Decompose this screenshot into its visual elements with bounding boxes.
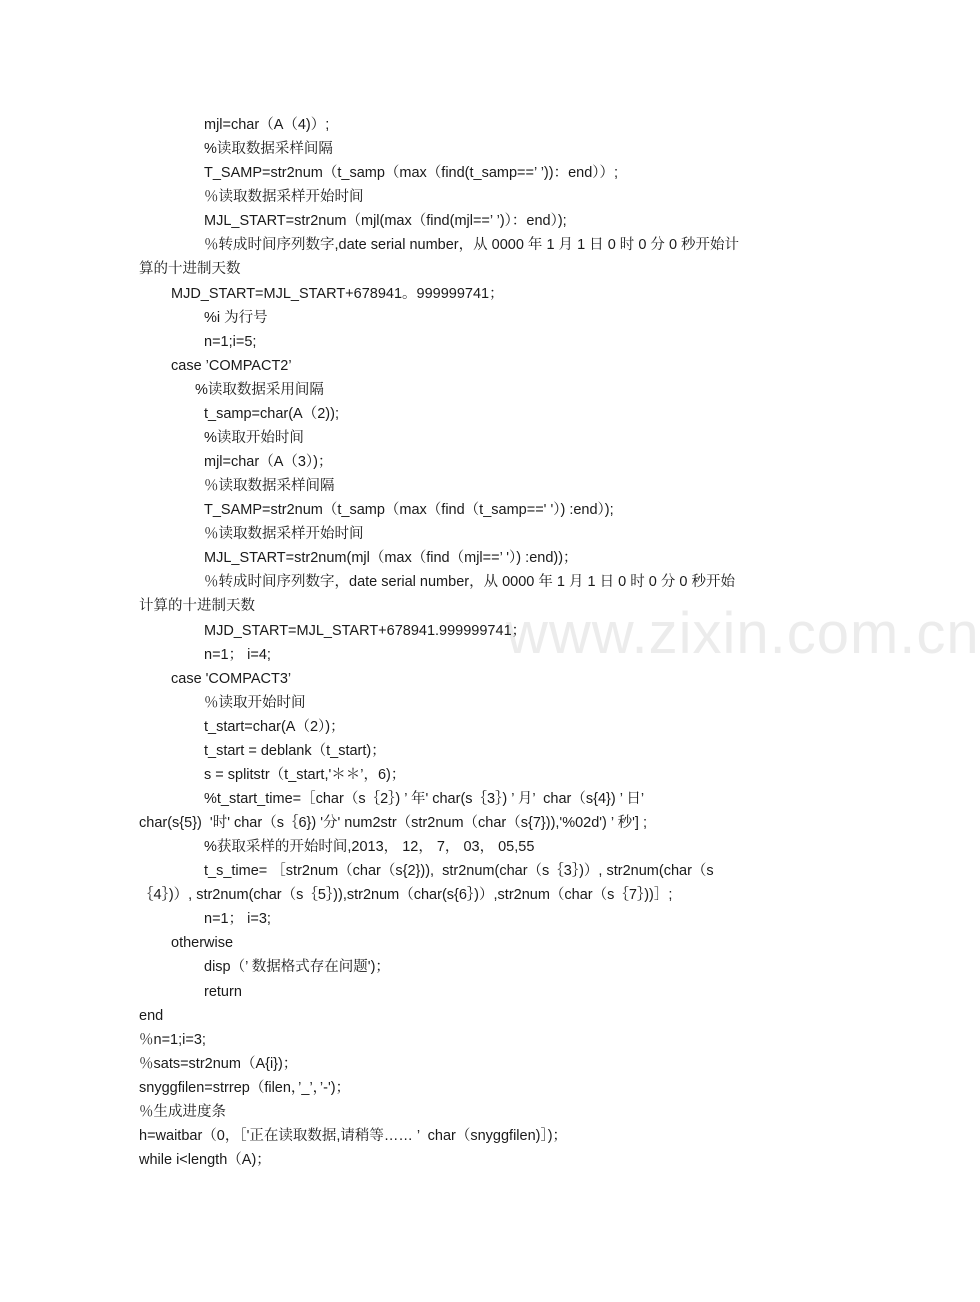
code-line: n=1； i=4; bbox=[204, 647, 271, 663]
code-line: t_start = deblank（t_start)； bbox=[204, 743, 386, 759]
code-line: case ’COMPACT2’ bbox=[171, 358, 292, 374]
code-line: return bbox=[204, 984, 242, 1000]
code-line: ％读取开始时间 bbox=[204, 695, 306, 711]
code-line: t_start=char(A（2）)； bbox=[204, 719, 345, 735]
code-line: %读取开始时间 bbox=[204, 430, 304, 446]
code-line: mjl=char（A（3）)； bbox=[204, 454, 333, 470]
code-line: 算的十进制天数 bbox=[139, 261, 241, 277]
code-line: while i<length（A)； bbox=[139, 1152, 271, 1168]
code-line: char(s{5}) '时' char（s｛6}) '分' num2str（str2num（char（s{7})),'%02d') ’ 秒'] ; bbox=[139, 815, 647, 831]
code-line: end bbox=[139, 1008, 164, 1024]
code-line: ％转成时间序列数字，date serial number，从 0000 年 1 月 1 日 0 时 0 分 0 秒开始 bbox=[204, 574, 736, 590]
code-line: mjl=char（A（4)）; bbox=[204, 117, 330, 133]
code-line: MJL_START=str2num(mjl（max（find（mjl==’ '）) :end))； bbox=[204, 550, 578, 566]
code-line: otherwise bbox=[171, 935, 234, 951]
code-line: ％sats=str2num（A{i})； bbox=[139, 1056, 298, 1072]
code-line: ％生成进度条 bbox=[139, 1104, 226, 1120]
code-line: n=1;i=5; bbox=[204, 334, 257, 350]
code-line: h=waitbar（0，［'正在读取数据,请稍等…… ’ char（snyggfilen)］)； bbox=[139, 1128, 568, 1144]
code-line: s = splitstr（t_start,'＊＊’，6)； bbox=[204, 767, 406, 783]
code-line: %读取数据采样间隔 bbox=[204, 141, 333, 157]
code-line: disp（’ 数据格式存在问题')； bbox=[204, 959, 390, 975]
code-line: t_s_time= ［str2num（char（s{2})), str2num(char（s｛3｝)）, str2num(char（s bbox=[204, 863, 714, 879]
code-line: ％转成时间序列数字,date serial number，从 0000 年 1 月 1 日 0 时 0 分 0 秒开始计 bbox=[204, 237, 740, 253]
code-line: ％n=1;i=3; bbox=[139, 1032, 206, 1048]
code-line: 计算的十进制天数 bbox=[139, 598, 255, 614]
code-line: snyggfilen=strrep（filen，’_’，’-')； bbox=[139, 1080, 351, 1096]
code-line: MJL_START=str2num（mjl(max（find(mjl==’ ’)）：end）); bbox=[204, 213, 567, 229]
code-line: %i 为行号 bbox=[204, 310, 268, 326]
code-line: T_SAMP=str2num（t_samp（max（find(t_samp==’ ’))：end））; bbox=[204, 165, 619, 181]
code-line: %读取数据采用间隔 bbox=[195, 382, 324, 398]
code-line: MJD_START=MJL_START+678941。999999741； bbox=[171, 286, 504, 302]
code-line: case 'COMPACT3’ bbox=[171, 671, 292, 687]
code-line: T_SAMP=str2num（t_samp（max（find（t_samp==' '）) :end）); bbox=[204, 502, 614, 518]
code-line: ％读取数据采样开始时间 bbox=[204, 189, 364, 205]
code-line: ｛4｝)）, str2num(char（s｛5｝)),str2num（char(s{6｝)）,str2num（char（s｛7｝))］; bbox=[139, 887, 673, 903]
code-line: ％读取数据采样间隔 bbox=[204, 478, 335, 494]
code-line: n=1； i=3; bbox=[204, 911, 271, 927]
code-line: t_samp=char(A（2)); bbox=[204, 406, 339, 422]
code-line: MJD_START=MJL_START+678941.999999741； bbox=[204, 623, 527, 639]
code-line: %t_start_time=［char（s｛2｝) ’ 年' char(s｛3｝) ’ 月’ char（s{4}) ’ 日’ bbox=[204, 791, 645, 807]
code-line: %获取采样的开始时间,2013， 12， 7， 03， 05,55 bbox=[204, 839, 535, 855]
code-line: ％读取数据采样开始时间 bbox=[204, 526, 364, 542]
watermark: www.zixin.com.cn bbox=[506, 601, 980, 666]
